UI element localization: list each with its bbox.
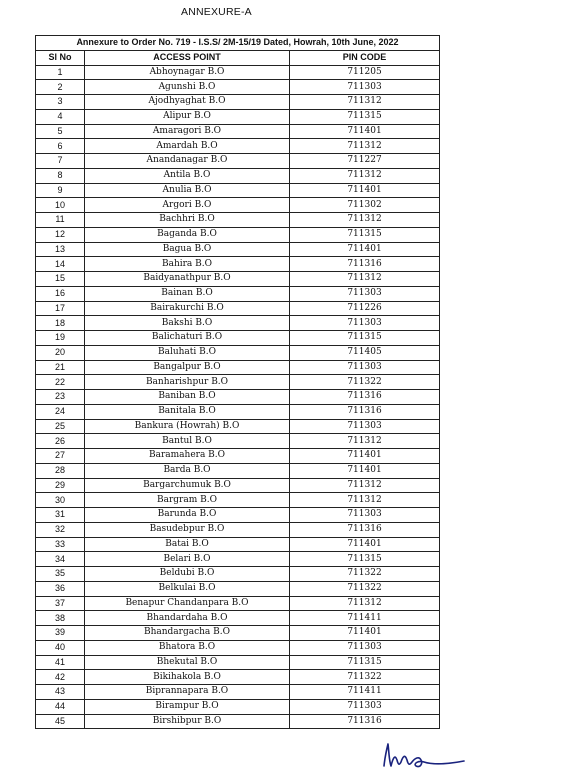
table-row — [36, 640, 440, 655]
table-row — [36, 537, 440, 552]
access-point-cell: Bikihakola B.O — [85, 670, 290, 685]
pin-code-cell: 711312 — [290, 493, 440, 508]
access-point-cell: Alipur B.O — [85, 109, 290, 124]
sl-no-cell: 35 — [36, 567, 85, 582]
pin-code-cell: 711322 — [290, 375, 440, 390]
pin-code-cell: 711316 — [290, 390, 440, 405]
access-point-cell: Amaragori B.O — [85, 124, 290, 139]
sl-no-cell: 13 — [36, 242, 85, 257]
sl-no-cell: 36 — [36, 581, 85, 596]
sl-no-cell: 26 — [36, 434, 85, 449]
pin-code-cell: 711401 — [290, 463, 440, 478]
pin-code-cell: 711303 — [290, 419, 440, 434]
access-point-cell: Abhoynagar B.O — [85, 65, 290, 80]
sl-no-cell: 27 — [36, 449, 85, 464]
table-row — [36, 375, 440, 390]
header-row — [36, 50, 440, 65]
access-point-cell: Balichaturi B.O — [85, 331, 290, 346]
access-point-cell: Agunshi B.O — [85, 80, 290, 95]
pin-code-cell: 711405 — [290, 345, 440, 360]
pin-code-cell: 711316 — [290, 714, 440, 729]
table-caption: Annexure to Order No. 719 - I.S.S/ 2M-15/19 Dated, Howrah, 10th June, 2022 — [36, 36, 440, 51]
sl-no-cell: 4 — [36, 109, 85, 124]
access-point-cell: Banitala B.O — [85, 404, 290, 419]
table-row — [36, 478, 440, 493]
table-row — [36, 154, 440, 169]
sl-no-cell: 1 — [36, 65, 85, 80]
pin-code-cell: 711316 — [290, 257, 440, 272]
sl-no-cell: 18 — [36, 316, 85, 331]
table-row — [36, 434, 440, 449]
sl-no-cell: 40 — [36, 640, 85, 655]
sl-no-cell: 29 — [36, 478, 85, 493]
page-heading: ANNEXURE-A — [181, 6, 252, 18]
access-point-cell: Banharishpur B.O — [85, 375, 290, 390]
pin-code-cell: 711316 — [290, 404, 440, 419]
pin-code-cell: 711312 — [290, 139, 440, 154]
table-row — [36, 198, 440, 213]
sl-no-cell: 31 — [36, 508, 85, 523]
pin-code-cell: 711322 — [290, 670, 440, 685]
access-point-cell: Bhandardaha B.O — [85, 611, 290, 626]
table-body — [36, 65, 440, 729]
sl-no-cell: 14 — [36, 257, 85, 272]
sl-no-cell: 32 — [36, 522, 85, 537]
pin-code-cell: 711303 — [290, 286, 440, 301]
table-row — [36, 345, 440, 360]
table-row — [36, 227, 440, 242]
table-row — [36, 124, 440, 139]
access-point-cell: Amardah B.O — [85, 139, 290, 154]
sl-no-cell: 39 — [36, 626, 85, 641]
pin-code-cell: 711401 — [290, 183, 440, 198]
table-row — [36, 95, 440, 110]
pin-code-cell: 711322 — [290, 581, 440, 596]
sl-no-cell: 22 — [36, 375, 85, 390]
table-row — [36, 316, 440, 331]
sl-no-cell: 19 — [36, 331, 85, 346]
pin-code-cell: 711312 — [290, 95, 440, 110]
table-row — [36, 493, 440, 508]
access-point-cell: Bachhri B.O — [85, 213, 290, 228]
access-point-cell: Ajodhyaghat B.O — [85, 95, 290, 110]
sl-no-cell: 45 — [36, 714, 85, 729]
access-point-cell: Bargram B.O — [85, 493, 290, 508]
pin-code-cell: 711322 — [290, 567, 440, 582]
pin-code-cell: 711312 — [290, 213, 440, 228]
pin-code-cell: 711312 — [290, 168, 440, 183]
pin-code-cell: 711401 — [290, 242, 440, 257]
table-row — [36, 183, 440, 198]
sl-no-cell: 42 — [36, 670, 85, 685]
access-point-cell: Barunda B.O — [85, 508, 290, 523]
pin-code-cell: 711227 — [290, 154, 440, 169]
table-row — [36, 508, 440, 523]
pin-code-cell: 711401 — [290, 124, 440, 139]
pin-code-cell: 711401 — [290, 626, 440, 641]
table-row — [36, 670, 440, 685]
table-row — [36, 257, 440, 272]
table-row — [36, 552, 440, 567]
table-row — [36, 463, 440, 478]
access-point-cell: Bargarchumuk B.O — [85, 478, 290, 493]
pin-code-cell: 711315 — [290, 109, 440, 124]
access-point-cell: Belari B.O — [85, 552, 290, 567]
sl-no-cell: 15 — [36, 272, 85, 287]
annexure-table — [35, 35, 440, 729]
access-point-cell: Bakshi B.O — [85, 316, 290, 331]
pin-code-cell: 711316 — [290, 522, 440, 537]
table-row — [36, 360, 440, 375]
access-point-cell: Birshibpur B.O — [85, 714, 290, 729]
sl-no-cell: 2 — [36, 80, 85, 95]
sl-no-cell: 7 — [36, 154, 85, 169]
table-row — [36, 522, 440, 537]
pin-code-cell: 711312 — [290, 478, 440, 493]
table-row — [36, 449, 440, 464]
pin-code-cell: 711411 — [290, 685, 440, 700]
pin-code-cell: 711312 — [290, 272, 440, 287]
pin-code-cell: 711411 — [290, 611, 440, 626]
pin-code-cell: 711303 — [290, 508, 440, 523]
access-point-cell: Bagua B.O — [85, 242, 290, 257]
sl-no-cell: 21 — [36, 360, 85, 375]
sl-no-cell: 25 — [36, 419, 85, 434]
access-point-cell: Beldubi B.O — [85, 567, 290, 582]
sl-no-cell: 5 — [36, 124, 85, 139]
access-point-cell: Baidyanathpur B.O — [85, 272, 290, 287]
sl-no-cell: 30 — [36, 493, 85, 508]
sl-no-cell: 3 — [36, 95, 85, 110]
table-row — [36, 109, 440, 124]
table-row — [36, 404, 440, 419]
sl-no-cell: 28 — [36, 463, 85, 478]
access-point-cell: Barda B.O — [85, 463, 290, 478]
access-point-cell: Baluhati B.O — [85, 345, 290, 360]
sl-no-cell: 33 — [36, 537, 85, 552]
pin-code-cell: 711226 — [290, 301, 440, 316]
table-row — [36, 65, 440, 80]
table-row — [36, 699, 440, 714]
caption-row — [36, 36, 440, 51]
access-point-cell: Benapur Chandanpara B.O — [85, 596, 290, 611]
pin-code-cell: 711315 — [290, 227, 440, 242]
pin-code-cell: 711315 — [290, 655, 440, 670]
table-row — [36, 419, 440, 434]
sl-no-cell: 8 — [36, 168, 85, 183]
pin-code-cell: 711312 — [290, 596, 440, 611]
pin-code-cell: 711401 — [290, 537, 440, 552]
table-row — [36, 80, 440, 95]
access-point-cell: Bhatora B.O — [85, 640, 290, 655]
access-point-cell: Bankura (Howrah) B.O — [85, 419, 290, 434]
sl-no-cell: 38 — [36, 611, 85, 626]
sl-no-cell: 12 — [36, 227, 85, 242]
header-pin-code: PIN CODE — [290, 50, 440, 65]
sl-no-cell: 34 — [36, 552, 85, 567]
table-row — [36, 139, 440, 154]
table-row — [36, 567, 440, 582]
access-point-cell: Belkulai B.O — [85, 581, 290, 596]
access-point-cell: Bhekutal B.O — [85, 655, 290, 670]
table-row — [36, 626, 440, 641]
sl-no-cell: 10 — [36, 198, 85, 213]
access-point-cell: Argori B.O — [85, 198, 290, 213]
sl-no-cell: 43 — [36, 685, 85, 700]
sl-no-cell: 41 — [36, 655, 85, 670]
pin-code-cell: 711315 — [290, 552, 440, 567]
access-point-cell: Bairakurchi B.O — [85, 301, 290, 316]
table-row — [36, 242, 440, 257]
table-row — [36, 213, 440, 228]
sl-no-cell: 6 — [36, 139, 85, 154]
pin-code-cell: 711205 — [290, 65, 440, 80]
table-row — [36, 655, 440, 670]
table-row — [36, 611, 440, 626]
access-point-cell: Batai B.O — [85, 537, 290, 552]
sl-no-cell: 37 — [36, 596, 85, 611]
pin-code-cell: 711303 — [290, 699, 440, 714]
access-point-cell: Bhandargacha B.O — [85, 626, 290, 641]
access-point-cell: Baganda B.O — [85, 227, 290, 242]
access-point-cell: Anandanagar B.O — [85, 154, 290, 169]
table-row — [36, 390, 440, 405]
access-point-cell: Baramahera B.O — [85, 449, 290, 464]
table-row — [36, 596, 440, 611]
sl-no-cell: 9 — [36, 183, 85, 198]
pin-code-cell: 711401 — [290, 449, 440, 464]
table-row — [36, 272, 440, 287]
access-point-cell: Basudebpur B.O — [85, 522, 290, 537]
access-point-cell: Bahira B.O — [85, 257, 290, 272]
sl-no-cell: 23 — [36, 390, 85, 405]
table-row — [36, 301, 440, 316]
access-point-cell: Anulia B.O — [85, 183, 290, 198]
signature — [378, 738, 468, 774]
access-point-cell: Birampur B.O — [85, 699, 290, 714]
pin-code-cell: 711302 — [290, 198, 440, 213]
table-row — [36, 685, 440, 700]
sl-no-cell: 20 — [36, 345, 85, 360]
access-point-cell: Bangalpur B.O — [85, 360, 290, 375]
access-point-cell: Biprannapara B.O — [85, 685, 290, 700]
sl-no-cell: 17 — [36, 301, 85, 316]
sl-no-cell: 44 — [36, 699, 85, 714]
access-point-cell: Baniban B.O — [85, 390, 290, 405]
sl-no-cell: 11 — [36, 213, 85, 228]
table-row — [36, 581, 440, 596]
header-access-point: ACCESS POINT — [85, 50, 290, 65]
table-row — [36, 286, 440, 301]
access-point-cell: Bantul B.O — [85, 434, 290, 449]
pin-code-cell: 711303 — [290, 640, 440, 655]
table-row — [36, 714, 440, 729]
pin-code-cell: 711303 — [290, 80, 440, 95]
access-point-cell: Bainan B.O — [85, 286, 290, 301]
pin-code-cell: 711303 — [290, 360, 440, 375]
sl-no-cell: 16 — [36, 286, 85, 301]
pin-code-cell: 711312 — [290, 434, 440, 449]
header-sl-no: Sl No — [36, 50, 85, 65]
table-row — [36, 168, 440, 183]
sl-no-cell: 24 — [36, 404, 85, 419]
pin-code-cell: 711303 — [290, 316, 440, 331]
pin-code-cell: 711315 — [290, 331, 440, 346]
access-point-cell: Antila B.O — [85, 168, 290, 183]
table-row — [36, 331, 440, 346]
